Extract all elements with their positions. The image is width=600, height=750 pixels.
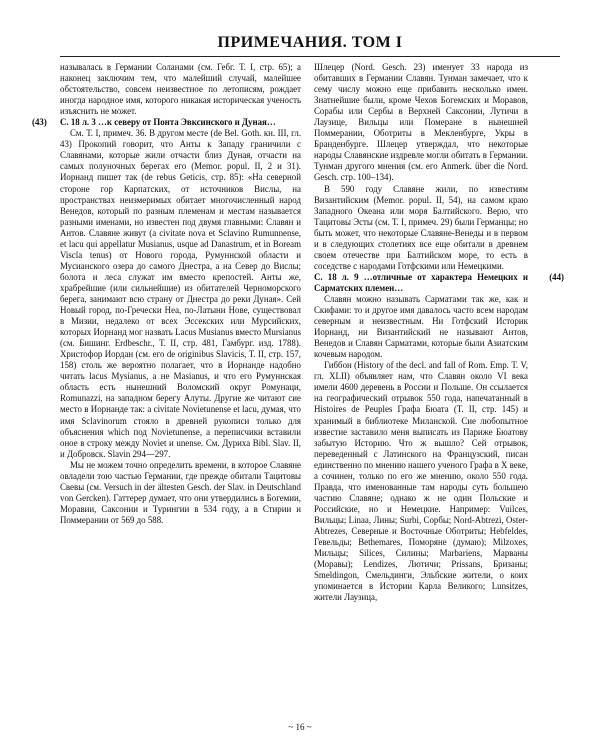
page-number: ~ 16 ~	[288, 722, 312, 732]
running-head: ПРИМЕЧАНИЯ. ТОМ I	[217, 34, 403, 51]
note-43	[32, 117, 301, 526]
note-title: С. 18 л. 9 …отличные от характера Немецких и Сарматских племен…	[314, 271, 528, 293]
note-number: (44)	[549, 271, 564, 282]
note-paragraph: Мы не можем точно определить времени, в которое Славяне овладели тою частью Германии, где прежде обитали Тацитовы Свевы (см. Versuch in der ältesten Gesch. der Slav. in Deutschland von Gercken). Гаттерер думает, что они утвердились в Богемии, Моравии, Саксонии и Турингии в 534 году, а в Стирии и Поммерании от 569 до 588.	[60, 459, 301, 525]
note-paragraph: Славян можно называть Сарматами так же, как и Скифами: то и другое имя давалось часто всем народам северным и неизвестным. Ни Готфский Историк Иорнанд, ни Византийский не называют Антов, Венедов и Славян Сарматами, которые были Азиатским кочевым народом.	[314, 293, 528, 360]
note-paragraph: Гиббон (History of the decl. and fall of Rom. Emp. Т. V, гл. XLII) объявляет нам, что Славян около VI века имели 4600 деревень в России и Польше. Он ссылается на географический отрывок 550 года, напечатанный в Histoires de Peuples Графа Бюата (Т. II, стр. 145) и хранимый в библиотеке Миланской. Сие любопытное известие заставило меня выписать из Париже Бюатову забытую Историю. Что ж вышло? Сей отрывок, переведенный с Латинского на Французский, писан единственно по мнению нашего ученого Графа в X веке, а сочинен, только по его же мнению, около 550 года. Правда, что именованные там народы суть большею частию Славяне; однако ж не один Польские и Российские, но и Немецкие. Например: Vuilces, Вильцы; Linaa, Лины; Surbi, Сорбы; Nord-Abtrezi, Oster-Abtrezes, Северные и Восточные Оботриты; Hebfeldes, Гевельды; Bethemares, Поморяне (думаю); Milzoxes, Мильцы; Silices, Силины; Marbariens, Марваны (Моравы); Lendizes, Лютичи; Prissans, Бризаны; Smeldingon, Смельдинги, Эльбские жители, о коих упоминается в Истории Карла Великого; Lunsitzes, жители Лаузица,	[314, 360, 528, 603]
body-paragraph: В 590 году Славяне жили, по известиям Византийским (Memor. popul. II, 54), на самом краю Западного Океана или моря Балтийского. Верю, что Тацитовы Эсты (см. Т. I, примеч. 29) были Германцы; но быть может, что некоторые Славяне-Венеды и в первом и в следующих столетиях все еще обитали в древнем своем отечестве при Балтийском море, то есть в соседстве с народами Готфскими или Немецкими.	[314, 183, 528, 271]
continuation-text: Шлецер (Nord. Gesch. 23) именует 33 народа из обитавших в Германии Славян. Тунман замечает, что к сему числу можно еще прибавить несколько имен. Знатнейшие были, кроме Чехов Богемских и Моравов, Сорабы или Сербы в Верхней Саксонии, Лутичи в Лаузице, Вильцы или Померане в нынешней Поммерании, Оботриты в Мекленбурге, Укры в Бранденбурге. Шлецер утверждал, что некоторые народы Славянские издревле могли обитать в Германии. Тунман другого мнения (см. его Anmerk. über die Nord. Gesch. стр. 100–134).	[314, 62, 528, 183]
left-column	[32, 62, 301, 526]
right-column	[314, 62, 564, 603]
header-rule	[60, 56, 560, 57]
note-paragraph: См. Т. I, примеч. 36. В другом месте (de Bel. Goth. кн. III, гл. 43) Прокопий говорит, что Анты к Западу граничили с Славянами, которые жили отчасти близ Дуная, отчасти на самых полуночных берегах его (Memor. popul. II, 2 и 31). Иорнанд пишет так (de rebus Geticis, стр. 85): «На северной стороне гор Карпатских, от источников Вислы, на пространствах неизмеримых обитает многочисленный народ Венедов, который по разным племенам и местам называется разными именами, но известен под двумя главными: Славян и Антов. Славяне живут (a civitate nova et Sclavino Rumunnense, et lacu qui appellatur Musianus, usque ad Danastrum, et in Boream Viscla tenus) от Нового города, Румуннской области и Мусианского озера до самого Днестра, а на Север до Вислы; болота и леса служат им вместо крепостей. Анты же, храбрейшие (или сильнейшие) из обитателей Черноморского берега, занимают всю страну от Днестра до реки Дуная». Сей Новый город, по-Гречески Неа, по-Латыни Нове, существовал в Мизии, недалеко от всех Эссекских или Мурсийских, которых Иорнанд мог назвать Lacus Musianus вместо Mursianus (см. Бишинг. Erdbeschr., Т. II, стр. 481, Гамбург. изд. 1788). Христофор Иордан (см. его de originibus Slavicis, Т. II, стр. 157, 158) столь же вероятно полагает, что в Иорнанде надобно читать lacus Mysianus, а не Masianus, и что его Румуннская область есть нынешний Воломский округ Ромунаци, Romunazzi, на западном берегу Алуты. Другие же читают сие место в Иорнанде так: a civitate Novietunense et lacu, думая, что имя Sclavinorum стояло в древней рукописи только для объяснения which под Novietunense, а переписчики вставили оное в строку между Noviet и unense. См. Дуриха Bibl. Slav. II, и Добровск. Slavin 294—297.	[60, 128, 301, 459]
note-44	[314, 271, 564, 603]
note-number: (43)	[32, 117, 47, 128]
note-title: С. 18 л. 3 …к северу от Понта Эвксинского и Дуная…	[60, 117, 276, 128]
continuation-text: называлась в Германии Соланами (см. Гебг. Т. I, стр. 65); а наконец заключим тем, что малейший случай, малейшее обстоятельство, совсем неизвестное по летописям, рождает иногда народное имя, которого никакая историческая ученость изъяснить не может.	[60, 62, 301, 117]
